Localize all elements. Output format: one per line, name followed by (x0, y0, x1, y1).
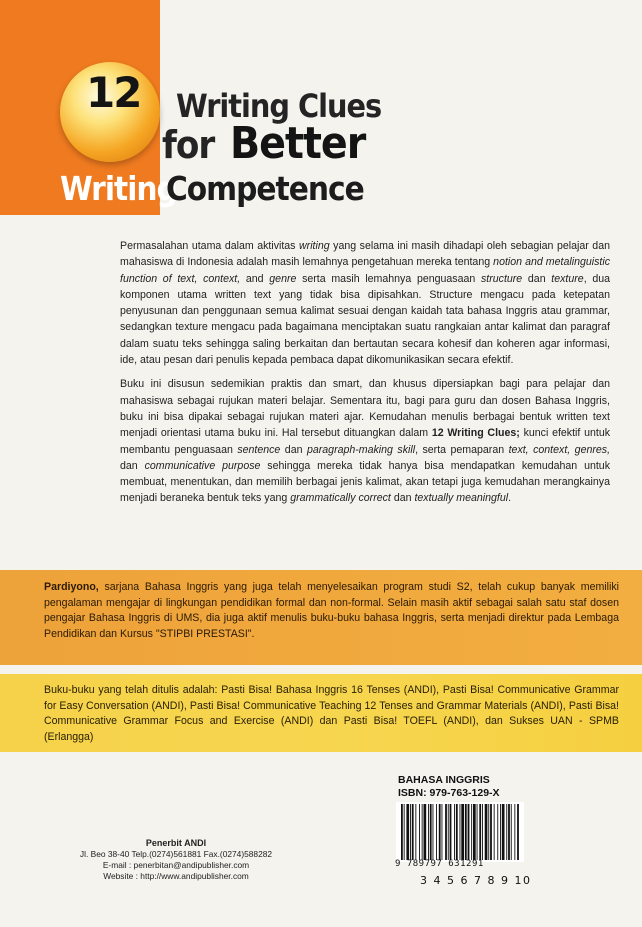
book-description (120, 238, 610, 507)
author-name: Pardiyono, (44, 581, 99, 593)
italic-term: text, context, genres, (508, 443, 611, 456)
text-run: dan (390, 492, 415, 505)
title-line-2-better: Better (230, 118, 366, 169)
text-run: Buku ini disusun sedemikian praktis dan smart, dan khusus dipersiapkan bagi para pelajar dan mahasiswa sebagai rujukan materi belajar. Sementara itu, bagi para guru dan dosen Bahasa Inggris, buku ini bisa dipakai sebagai rujukan materi ajar. Kemudahan menulis berbagai bentuk written text menjadi orientasi utama buku ini. Hal tersebut dituangkan dalam (120, 378, 610, 440)
publisher-name: Penerbit ANDI (145, 838, 207, 848)
barcode-addon-digits: 3 4 5 6 7 8 9 10 (420, 874, 532, 887)
description-paragraph-2 (120, 376, 610, 506)
text-run: serta masih lemahnya penguasaan (296, 272, 481, 285)
barcode-digits: 9 789797 631291 (395, 859, 484, 869)
text-run: dan (120, 459, 145, 472)
text-run: . (508, 492, 512, 505)
books-list: Buku-buku yang telah ditulis adalah: Pasti Bisa! Bahasa Inggris 16 Tenses (ANDI), Pasti Bisa! Communicative Grammar for Easy Conversation (ANDI), Pasti Bisa! Communicative Teaching 12 Tenses and Grammar Materials (ANDI), Pasti Bisa! Communicative Grammar Focus and Exercise (ANDI) dan Pasti Bisa! TOEFL (ANDI), dan Sukses UAN - SPMB (Erlangga) (44, 684, 619, 743)
title-line-2-for: for (162, 123, 215, 167)
italic-term: texture (551, 272, 584, 285)
text-run: , serta pemaparan (415, 443, 509, 456)
publisher-website: Website : http://www.andipublisher.com (103, 871, 249, 881)
text-run: dan (522, 272, 552, 285)
text-run: Permasalahan utama dalam aktivitas (120, 240, 300, 252)
isbn-block (398, 774, 518, 800)
title-line-3-writing: Writing (60, 169, 177, 208)
title-line-3-competence: Competence (166, 169, 364, 208)
bold-term: 12 Writing Clues; (431, 427, 520, 440)
subject-category: BAHASA INGGRIS (398, 774, 490, 786)
text-run: yang selama ini masih dihadapi oleh sebagian pelajar dan mahasiswa di Indonesia adalah masih lemahnya pengetahuan mereka tentang (120, 240, 610, 269)
italic-term: notion and metalinguistic function of text, context, (120, 256, 610, 285)
text-run: , dua komponen utama written text yang tidak bisa dipisahkan. Structure mengacu pada ketepatan penyusunan dan penggunaan semua kalimat sesuai dengan kaidah tata bahasa Inggris atau grammar, sedangkan texture mengacu pada bagaimana menciptakan suatu rangkaian antar kalimat dan paragraf dalam suatu teks sehingga saling berkaitan dan bertautan secara kohesif dan koheren agar informasi, ide, atau pesan dari penulis kepada pembaca dapat dikomunikasikan secara efektif. (120, 272, 611, 367)
italic-term: structure (480, 272, 523, 285)
italic-term: genre (269, 272, 297, 285)
publisher-email: E-mail : penerbitan@andipublisher.com (102, 860, 250, 870)
text-run: dan (280, 443, 307, 456)
italic-term: textually meaningful (414, 492, 509, 505)
title-line-1: Writing Clues (176, 87, 382, 125)
publisher-address: Jl. Beo 38-40 Telp.(0274)561881 Fax.(0274)588282 (79, 849, 273, 859)
italic-term: paragraph-making skill (306, 443, 416, 456)
author-bio-text: sarjana Bahasa Inggris yang juga telah menyelesaikan program studi S2, telah cukup banyak memiliki pengalaman mengajar di lingkungan pendidikan formal dan non-formal. Selain masih aktif sebagai salah satu staf dosen pengajar Bahasa Inggris di UMS, dia juga aktif menulis buku-buku bahasa Inggris, serta menjadi direktur pada Lembaga Pendidikan dan Kursus "STIPBI PRESTASI". (44, 581, 619, 640)
text-run: sehingga mereka tidak hanya bisa mendapatkan kemudahan untuk membuat, menentukan, dan memilih berbagai jenis kalimat, akan tetapi juga kemudahan merangkainya menjadi beraneka bentuk teks yang (120, 459, 610, 505)
publisher-info (56, 838, 296, 882)
italic-term: grammatically correct (290, 492, 391, 505)
italic-term: writing (299, 240, 330, 252)
text-run: kunci efektif untuk membantu penguasaan (120, 427, 611, 456)
description-paragraph-1 (120, 238, 610, 368)
isbn-label: ISBN: 979-763-129-X (398, 787, 500, 799)
text-run: and (240, 272, 270, 285)
barcode (396, 802, 524, 862)
author-bio (44, 580, 619, 642)
italic-term: communicative purpose (144, 459, 261, 472)
italic-term: sentence (237, 443, 281, 456)
title-number: 12 (86, 68, 141, 117)
barcode-icon (398, 804, 522, 860)
